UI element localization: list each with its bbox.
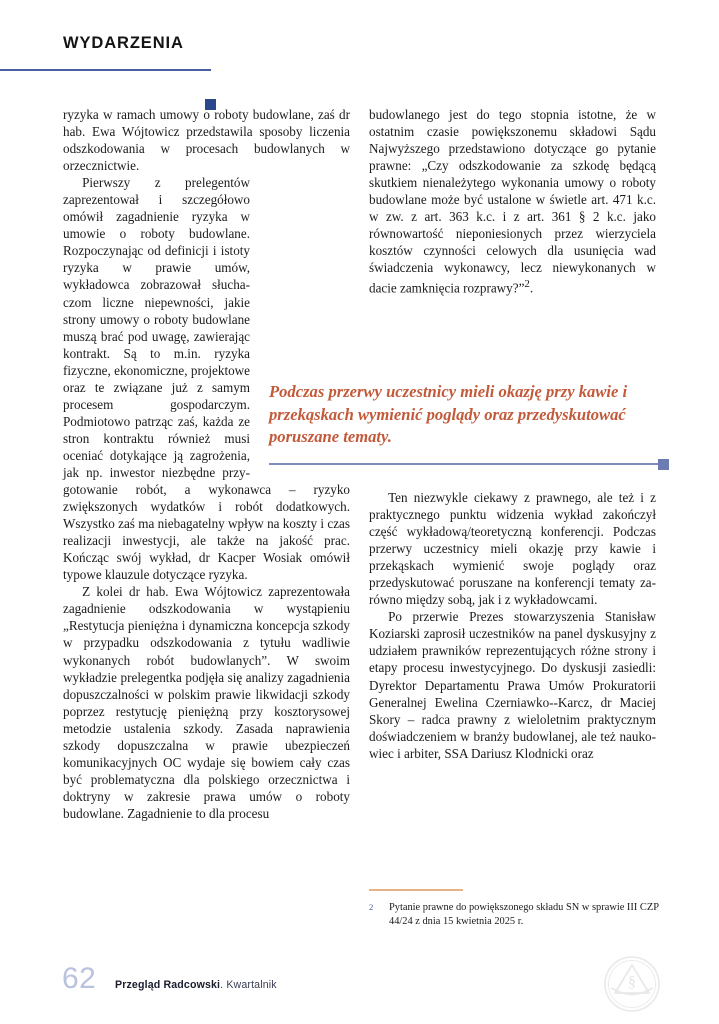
paragraph-text: budowlanego jest do tego stopnia istotne, że w ostatnim czasie powiększonemu składowi Sądu Najwyższego przedstawiono dotyczące go pytanie prawne: „Czy odszkodowanie za szkodę będącą skutkiem nienależytego wykonania umowy o roboty budowlane może być ustalone w świetle art. 471 k.c. w zw. z art. 363 k.c. i z art. 361 § 2 k.c. jako równowartość nieponiesionych przez wierzyciela kosztów czynności celowych dla usunięcia wad świadczenia wykonawcy, lecz niewykonanych w dacie zamknięcia rozprawy?” (369, 107, 656, 296)
body-text-column-right-upper (369, 106, 656, 297)
header-rule (0, 69, 211, 71)
footnote-text: Pytanie prawne do powiększonego składu SN w sprawie III CZP 44/24 z dnia 15 kwietnia 2025 r. (389, 902, 659, 927)
publication-name (115, 979, 277, 991)
footnote-block (369, 901, 659, 929)
page-header (0, 34, 719, 82)
paragraph: Po przerwie Prezes stowarzyszenia Stanisław Koziarski zaprosił uczestników na panel dyskusyjny z udziałem prawników reprezentujących różne strony i etapy procesu inwestycyjnego. Do dyskusji zasiedli: Dyrektor Departamentu Prawa Umów Prokuratorii Generalnej Ewelina Czerniawko--Karcz, dr Maciej Skory – radca prawny z wieloletnim praktycznym doświadczeniem w branży budowlanej, ale też naukowiec i arbiter, SSA Dariusz Klodnicki oraz (369, 609, 656, 761)
body-text-column-right-lower (369, 489, 656, 762)
page-number: 62 (62, 962, 97, 995)
footnote-marker: 2 (369, 902, 374, 912)
pull-quote-rule (269, 463, 660, 465)
paragraph: Pierwszy z prelegentów zaprezentował i szczegółowo omówił zagadnienie ryzyka w umowie o roboty budowlane. Rozpoczynając od definicji i istoty ryzyka w prawie umów, wykładowca zobrazował słuchaczom liczne niepewności, jakie strony umowy o roboty budowlane muszą brać pod uwagę, zawierając kontrakt. Są to m.in. ryzyka fizyczne, ekonomiczne, projektowe oraz te związane już z samym procesem gospodarczym. Podmiotowo patrząc zaś, każda ze stron kontraktu również musi oceniać dotykające ją zagrożenia, jak np. inwestor niezbędne przygotowanie robót, a wykonawca – ryzyko zwiększonych wydatków i robót dodatkowych. Wszystko zaś ma niebagatelny wpływ na koszty i czas realizacji inwestycji, ale także na jakość prac. Kończąc swój wykład, dr Kacper Wosiak omówił typowe klauzule dotyczące ryzyka. (63, 175, 350, 583)
paragraph: ryzyka w ramach umowy o roboty budowlane, zaś dr hab. Ewa Wójtowicz przedstawila sposoby liczenia odszkodowania w procesach budowlanych w orzecznictwie. (63, 107, 350, 174)
paragraph-text-tail: . (529, 280, 534, 296)
paragraph: Ten niezwykle ciekawy z prawnego, ale też i z praktycznego punktu widzenia wykład zakończył część wykładową/teoretyczną konferencji. Podczas przerwy uczestnicy mieli okazję przy kawie i przekąskach wymienić swoje poglądy oraz przedyskutować poruszane na konferencji tematy zarówno między sobą, jak i z wykładowcami. (369, 490, 656, 608)
footnote-item (369, 901, 659, 929)
svg-text:§: § (628, 974, 636, 991)
pull-quote: Podczas przerwy uczestnicy mieli okazję przy kawie i przekąskach wymienić poglądy oraz przedyskutować poruszane tematy. (269, 382, 628, 447)
footnote-separator-rule (369, 889, 463, 891)
paragraph-emblem-watermark-icon (603, 955, 661, 1013)
page-title: WYDARZENIA (63, 34, 184, 52)
paragraph (369, 106, 656, 297)
publication-name-rest: . Kwartalnik (220, 979, 277, 991)
pull-quote-rule-square-marker (658, 459, 669, 470)
paragraph: Z kolei dr hab. Ewa Wójtowicz zaprezentowała zagadnienie odszkodowania w wystąpieniu „Restytucja pieniężna i dynamiczna koncepcja szkody w przypadku odszkodowania z tytułu wadliwie wykonanych robót budowlanych”. W swoim wykładzie prelegentka podjęła się analizy zagadnienia dopuszczalności w polskim prawie likwidacji szkody poprzez restytucję pieniężną przy kosztorysowej metodzie ustalenia szkody. Zasada naprawienia szkody dopuszczalna w prawie ubezpieczeń komunikacyjnych OC wydaje się bowiem cały czas być problematyczna dla polskiego orzecznictwa i doktryny w zakresie prawa umów o roboty budowlane. Zagadnienie to dla procesu (63, 584, 350, 821)
footnote-reference[interactable]: 2 (524, 278, 530, 291)
publication-name-strong: Przegląd Radcowski (115, 979, 221, 991)
